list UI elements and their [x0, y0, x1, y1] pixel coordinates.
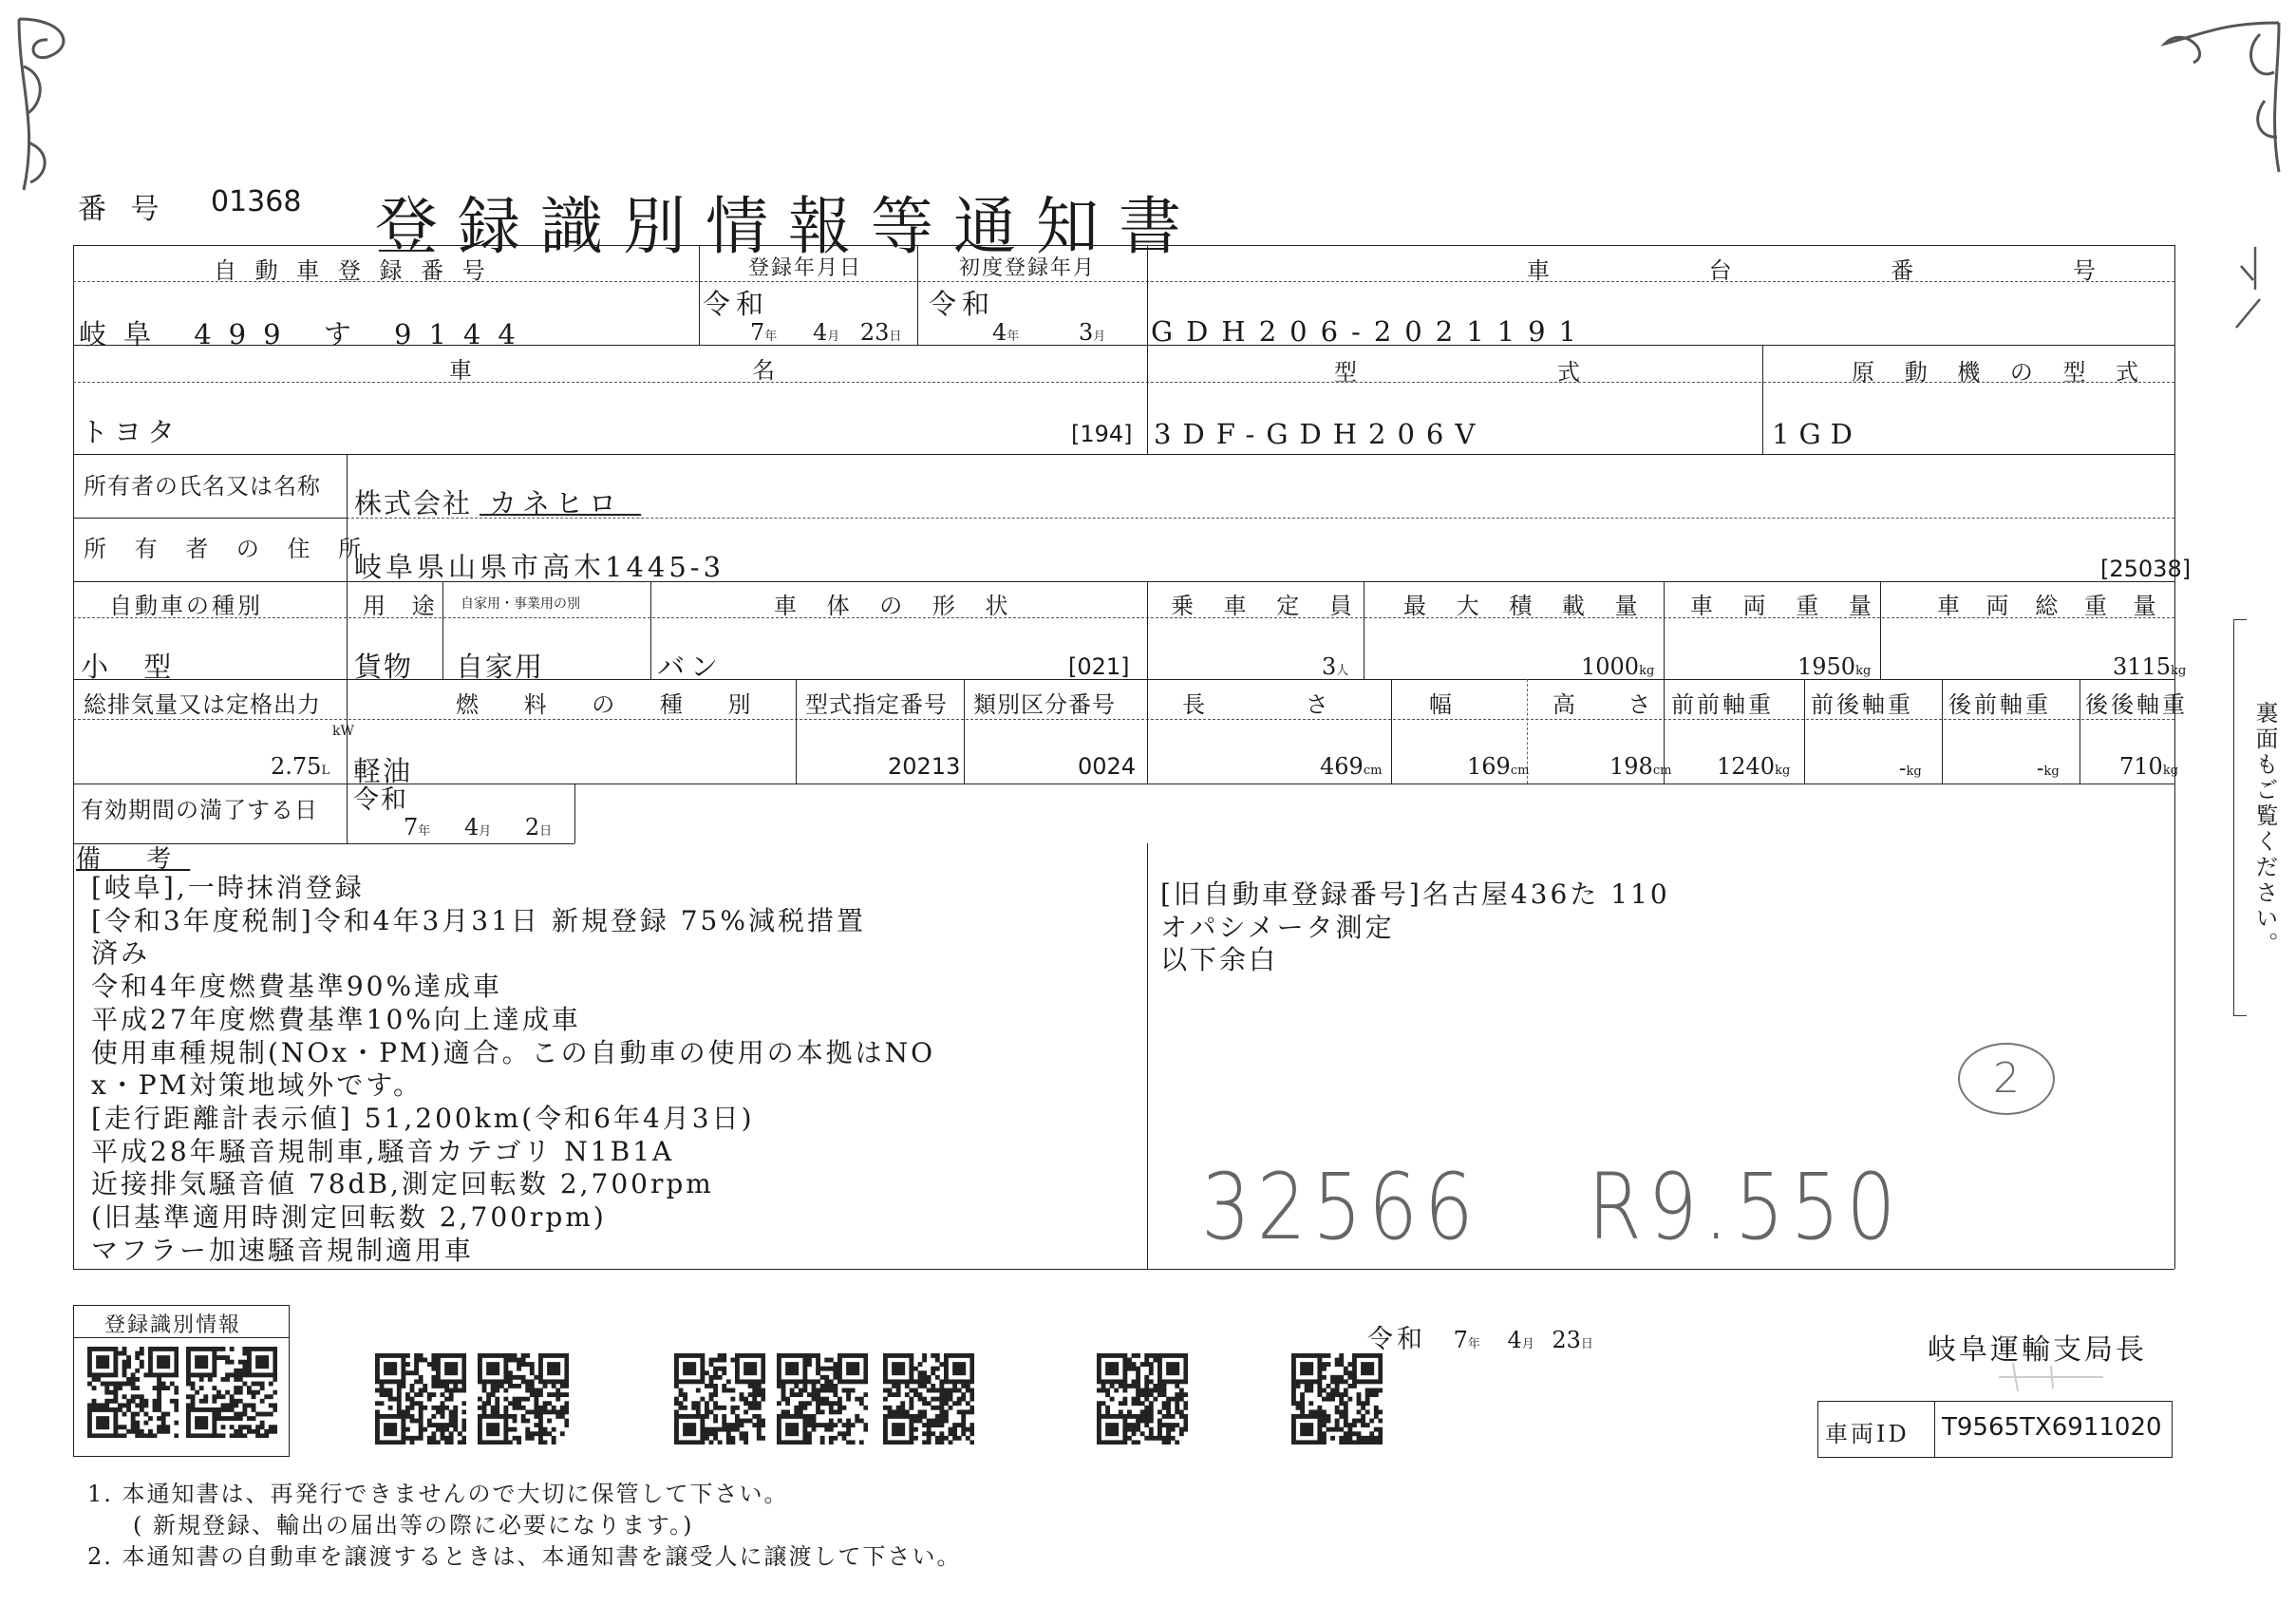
width: 169cm	[1467, 753, 1530, 780]
owner-name-prefix: 株式会社	[354, 487, 473, 519]
vehicle-kind: 小 型	[81, 651, 185, 683]
remark-line: 使用車種規制(NOx・PM)適合。この自動車の使用の本拠はNO	[91, 1036, 936, 1068]
address-code: [25038]	[2100, 556, 2192, 582]
qr-code	[186, 1347, 277, 1438]
fuel-label: 燃 料 の 種 別	[456, 691, 770, 718]
remark-line: 平成28年騒音規制車,騒音カテゴリ N1B1A	[91, 1135, 675, 1167]
ff-label: 前前軸重	[1671, 691, 1774, 718]
owner-address: 岐阜県山県市高木1445-3	[354, 551, 725, 583]
height-label: 高 さ	[1553, 691, 1674, 718]
expiry-date: 7年 4月 2日	[404, 814, 553, 840]
remark-line: [岐阜],一時抹消登録	[91, 872, 365, 903]
handwritten-note: 32566 R9.550	[1201, 1154, 1903, 1260]
remark-line: 平成27年度燃費基準10%向上達成車	[91, 1003, 581, 1035]
expiry-era: 令和	[353, 785, 408, 815]
remark-line: マフラー加速騒音規制適用車	[91, 1234, 475, 1266]
remarks-left	[78, 872, 935, 1267]
engine-label: 原 動 機 の 型 式	[1852, 359, 2151, 386]
first-reg-date: 4年 3月	[992, 319, 1106, 346]
vehicle-private: 自家用	[456, 651, 545, 683]
first-reg-era: 令和	[929, 288, 996, 320]
model-label-2: 式	[1557, 359, 1593, 386]
length-label-2: さ	[1306, 691, 1342, 718]
vehicle-name-label-1: 車	[449, 357, 485, 384]
private-label: 自家用・事業用の別	[461, 596, 580, 612]
qr-code	[777, 1353, 868, 1445]
capacity: 3人	[1322, 653, 1349, 680]
gross-label: 車 両 総 重 量	[1937, 593, 2166, 619]
owner-name-label: 所有者の氏名又は名称	[84, 473, 321, 500]
vehicle-id-label: 車両ID	[1825, 1421, 1910, 1447]
owner-name: カネヒロ	[489, 487, 623, 519]
remark-line: オパシメータ測定	[1160, 911, 1395, 943]
model-label-1: 型	[1334, 359, 1370, 386]
remark-line: [旧自動車登録番号]名古屋436た 110	[1160, 878, 1670, 910]
corner-ornament-left	[9, 9, 85, 199]
displacement: 2.75L	[271, 753, 330, 780]
faint-seal	[1994, 1358, 2108, 1396]
qr-code	[478, 1353, 569, 1445]
expiry-label: 有効期間の満了する日	[81, 797, 318, 823]
qr-code	[1097, 1353, 1188, 1445]
remark-line: x・PM対策地域外です。	[91, 1069, 423, 1102]
max-load-label: 最 大 積 載 量	[1403, 593, 1649, 619]
footer-note-1b: ( 新規登録、輸出の届出等の際に必要になります。)	[133, 1512, 694, 1539]
number-label: 番 号	[78, 193, 167, 226]
remark-line: (旧基準適用時測定回転数 2,700rpm)	[91, 1201, 607, 1234]
reg-number-label: 自 動 車 登 録 番 号	[214, 257, 491, 284]
remark-line: 済み	[91, 937, 151, 970]
vehicle-name-label-2: 名	[752, 357, 788, 384]
ff-weight: 1240kg	[1717, 753, 1791, 780]
qr-code	[375, 1353, 466, 1445]
model-code: 3DF-GDH206V	[1154, 418, 1487, 450]
handwritten-circle-mark: 2	[1958, 1043, 2055, 1115]
kind-label: 自動車の種別	[109, 593, 263, 619]
document-number: 01368	[211, 185, 302, 218]
type-no-label: 型式指定番号	[805, 691, 948, 718]
rr-weight: 710kg	[2119, 753, 2179, 780]
gross-weight: 3115kg	[2113, 653, 2187, 680]
rf-label: 後前軸重	[1948, 691, 2051, 718]
use-label: 用 途	[363, 593, 444, 619]
remark-line: 以下余白	[1160, 944, 1279, 976]
capacity-label: 乗 車 定 員	[1171, 593, 1364, 619]
fuel-type: 軽油	[353, 755, 413, 787]
issue-date: 令和 7年 4月 23日	[1367, 1325, 1593, 1354]
page-title: 登録識別情報等通知書	[375, 190, 1201, 263]
vehicle-maker: トヨタ	[81, 416, 181, 448]
fr-label: 前後軸重	[1811, 691, 1913, 718]
length: 469cm	[1320, 753, 1383, 780]
footer-note-1: 1. 本通知書は、再発行できませんので大切に保管して下さい。	[87, 1481, 789, 1507]
owner-address-label: 所 有 者 の 住 所	[84, 536, 372, 562]
qr-code	[87, 1347, 179, 1438]
chassis-label: 車 台 番 号	[1527, 257, 2172, 284]
footer-note-2: 2. 本通知書の自動車を譲渡するときは、本通知書を譲受人に譲渡して下さい。	[87, 1543, 962, 1570]
qr-code	[674, 1353, 765, 1445]
body-label: 車 体 の 形 状	[774, 593, 1020, 619]
body-shape: バン	[657, 651, 725, 683]
type-no: 20213	[888, 753, 961, 780]
body-code: [021]	[1068, 653, 1130, 680]
length-label-1: 長	[1182, 691, 1218, 718]
reg-date-era: 令和	[703, 288, 770, 320]
registration-info-label: 登録識別情報	[104, 1313, 242, 1337]
reg-number: 岐阜 499 す 9144	[79, 318, 533, 350]
rf-weight: -kg	[2037, 757, 2060, 781]
kw-unit: kW	[332, 724, 354, 739]
width-label: 幅	[1429, 691, 1465, 718]
remark-line: [令和3年度税制]令和4年3月31日 新規登録 75%減税措置	[91, 904, 866, 936]
fr-weight: -kg	[1899, 757, 1922, 781]
vehicle-weight: 1950kg	[1797, 653, 1872, 680]
rr-label: 後後軸重	[2085, 691, 2188, 718]
corner-ornament-right	[2146, 15, 2288, 177]
remark-line: [走行距離計表示値] 51,200km(令和6年4月3日)	[91, 1102, 755, 1134]
height: 198cm	[1609, 753, 1672, 780]
vehicle-id: T9565TX6911020	[1942, 1413, 2162, 1442]
issuer: 岐阜運輸支局長	[1928, 1333, 2147, 1367]
maker-code: [194]	[1071, 421, 1133, 447]
edge-ornament-right	[2227, 242, 2265, 337]
chassis-number: GDH206-2021191	[1151, 315, 1590, 348]
max-load: 1000kg	[1581, 653, 1655, 680]
displacement-label: 総排気量又は定格出力	[84, 691, 321, 718]
vehicle-use: 貨物	[354, 651, 414, 683]
class-no-label: 類別区分番号	[973, 691, 1116, 718]
qr-code	[883, 1353, 974, 1445]
side-note-bracket	[2233, 619, 2247, 1016]
engine-code: 1GD	[1772, 418, 1862, 450]
class-no: 0024	[1078, 753, 1137, 780]
remarks-label: 備 考	[76, 845, 191, 874]
remark-line: 令和4年度燃費基準90%達成車	[91, 971, 503, 1003]
qr-code	[1291, 1353, 1383, 1445]
remark-line: 近接排気騒音値 78dB,測定回転数 2,700rpm	[91, 1168, 714, 1200]
first-reg-label: 初度登録年月	[959, 256, 1097, 280]
side-note: 裏面もご覧ください。	[2251, 701, 2278, 957]
reg-date-label: 登録年月日	[748, 256, 863, 280]
weight-label: 車 両 重 量	[1690, 593, 1883, 619]
reg-date: 7年 4月 23日	[750, 319, 902, 346]
remarks-right	[1160, 878, 1670, 977]
